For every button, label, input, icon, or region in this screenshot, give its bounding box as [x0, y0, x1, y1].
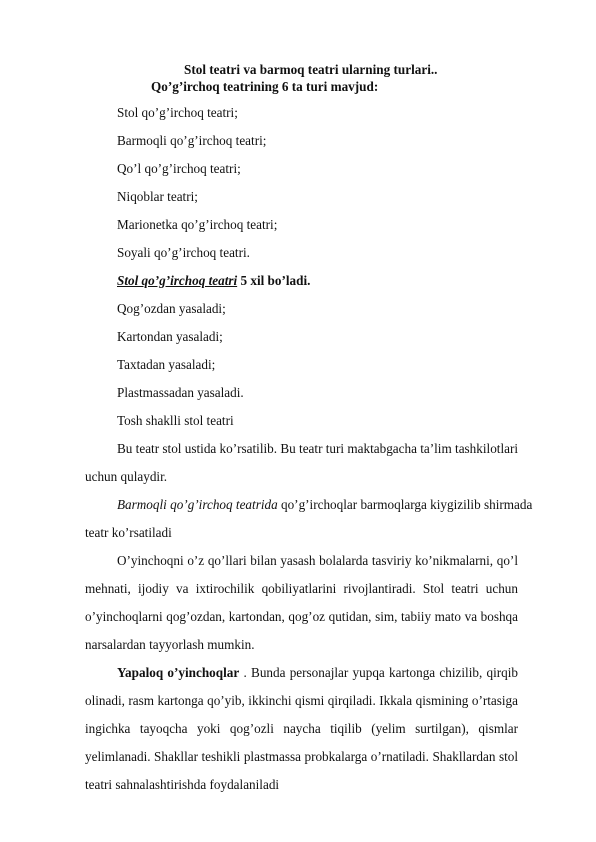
- paragraph-text: qo’g’irchoqlar barmoqlarga kiygizilib shirmada: [277, 497, 533, 512]
- paragraph-line: [117, 665, 518, 681]
- paragraph-line: Bu teatr stol ustida ko’rsatilib. Bu teatr turi maktabgacha ta’lim tashkilotlari: [117, 441, 519, 456]
- list-item: Niqoblar teatri;: [117, 189, 198, 204]
- paragraph-text: . Bunda personajlar yupqa kartonga chizilib, qirqib: [239, 665, 518, 680]
- paragraph-line: teatr ko’rsatiladi: [85, 525, 172, 540]
- document-subtitle: Qo’g’irchoq teatrining 6 ta turi mavjud:: [151, 79, 379, 94]
- list-item: Qog’ozdan yasaladi;: [117, 301, 226, 316]
- section-heading: [117, 273, 310, 289]
- list-item: Taxtadan yasaladi;: [117, 357, 216, 372]
- list-item: Kartondan yasaladi;: [117, 329, 223, 344]
- list-item: Plastmassadan yasaladi.: [117, 385, 244, 400]
- paragraph-line: ingichka tayoqcha yoki qog’ozli naycha tiqilib (yelim surtilgan), qismlar: [85, 721, 518, 736]
- list-item: Soyali qo’g’irchoq teatri.: [117, 245, 250, 260]
- list-item: Barmoqli qo’g’irchoq teatri;: [117, 133, 267, 148]
- bold-term: Yapaloq o’yinchoqlar: [117, 665, 240, 680]
- paragraph-line: [117, 497, 533, 513]
- list-item: Stol qo’g’irchoq teatri;: [117, 105, 238, 120]
- paragraph-line: O’yinchoqni o’z qo’llari bilan yasash bolalarda tasviriy ko’nikmalarni, qo’l: [117, 553, 518, 568]
- list-item: Tosh shaklli stol teatri: [117, 413, 234, 428]
- paragraph-line: yelimlanadi. Shakllar teshikli plastmassa probkalarga o’rnatiladi. Shakllardan stol: [85, 749, 518, 764]
- list-item: Qo’l qo’g’irchoq teatri;: [117, 161, 241, 176]
- document-title: Stol teatri va barmoq teatri ularning turlari..: [184, 62, 438, 77]
- paragraph-line: mehnati, ijodiy va ixtirochilik qobiliyatlarini rivojlantiradi. Stol teatri uchun: [85, 581, 518, 596]
- heading-rest: 5 xil bo’ladi.: [237, 273, 311, 288]
- paragraph-line: uchun qulaydir.: [85, 469, 168, 484]
- paragraph-line: narsalardan tayyorlash mumkin.: [85, 637, 255, 652]
- heading-underlined-term: Stol qo’g’irchoq teatri: [117, 273, 238, 288]
- list-item: Marionetka qo’g’irchoq teatri;: [117, 217, 278, 232]
- italic-term: Barmoqli qo’g’irchoq teatrida: [117, 497, 278, 512]
- paragraph-line: olinadi, rasm kartonga qo’yib, ikkinchi qismi qirqiladi. Ikkala qismining o’rtasiga: [85, 693, 518, 708]
- paragraph-line: o’yinchoqlarni qog’ozdan, kartondan, qog’oz qutidan, sim, tabiiy mato va boshqa: [85, 609, 518, 624]
- paragraph-line: teatri sahnalashtirishda foydalaniladi: [85, 777, 280, 792]
